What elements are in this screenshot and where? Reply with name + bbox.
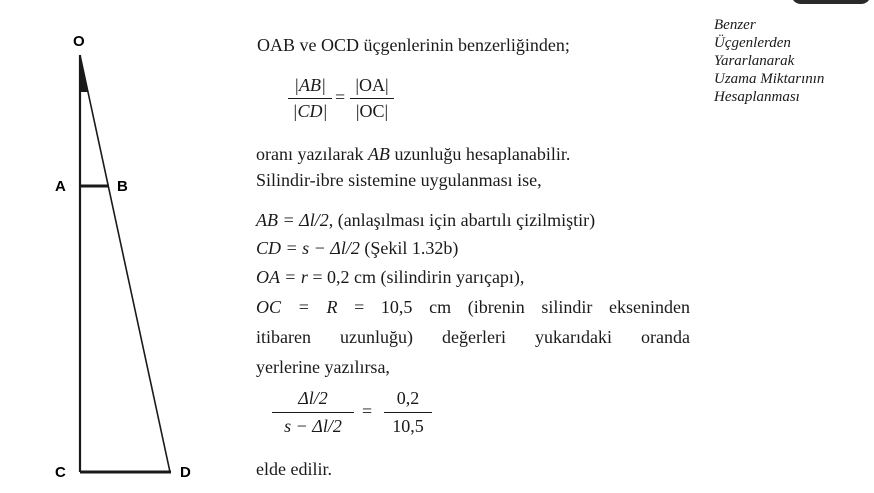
ratio-left-numerator: |AB| bbox=[294, 75, 326, 95]
eq2-right-numerator: 0,2 bbox=[396, 388, 420, 408]
definition-oa: OA = r = 0,2 cm (silindirin yarıçapı), bbox=[256, 267, 525, 287]
eq2-left-numerator: Δl/2 bbox=[298, 388, 328, 408]
side-note-line: Hesaplanması bbox=[714, 89, 800, 105]
eq2-left-bar bbox=[272, 412, 354, 413]
definition-ab: AB = Δl/2, (anlaşılması için abartılı çizilmiştir) bbox=[256, 210, 596, 230]
paragraph-line-2: Silindir-ibre sistemine uygulanması ise, bbox=[256, 170, 542, 190]
outro-text: elde edilir. bbox=[256, 459, 332, 479]
definition-oc-line-1: OC = R = 10,5 cm (ibrenin silindir ekseninden bbox=[256, 297, 690, 317]
side-note-line: Yararlanarak bbox=[714, 53, 795, 69]
label-d: D bbox=[180, 464, 191, 481]
label-o: O bbox=[73, 33, 85, 50]
definition-oc-line-3: yerlerine yazılırsa, bbox=[256, 357, 390, 377]
paragraph-line-1: oranı yazılarak AB uzunluğu hesaplanabilir. bbox=[256, 144, 571, 164]
ratio-right-numerator: |OA| bbox=[355, 75, 389, 95]
label-b: B bbox=[117, 178, 128, 195]
intro-text: OAB ve OCD üçgenlerinin benzerliğinden; bbox=[257, 35, 570, 55]
side-note-line: Üçgenlerden bbox=[714, 35, 791, 51]
ratio-left-bar bbox=[288, 98, 332, 99]
label-a: A bbox=[55, 178, 66, 195]
side-note bbox=[714, 16, 824, 106]
eq2-right-denominator: 10,5 bbox=[392, 416, 424, 436]
eq2-right-bar bbox=[384, 412, 432, 413]
eq2-left-denominator: s − Δl/2 bbox=[284, 416, 342, 436]
ratio-equals: = bbox=[335, 87, 346, 107]
ratio-right-bar bbox=[350, 98, 394, 99]
eq2-equals: = bbox=[362, 401, 373, 421]
line-od bbox=[80, 55, 170, 472]
ratio-left-denominator: |CD| bbox=[292, 101, 328, 121]
side-note-line: Benzer bbox=[714, 17, 756, 33]
definition-oc-line-2: itibaren uzunluğu) değerleri yukarıdaki oranda bbox=[256, 327, 690, 347]
label-c: C bbox=[55, 464, 66, 481]
side-note-line: Uzama Miktarının bbox=[714, 71, 825, 87]
definition-oc-block bbox=[256, 292, 690, 382]
definition-cd: CD = s − Δl/2 (Şekil 1.32b) bbox=[256, 238, 459, 258]
ratio-right-denominator: |OC| bbox=[355, 101, 389, 121]
